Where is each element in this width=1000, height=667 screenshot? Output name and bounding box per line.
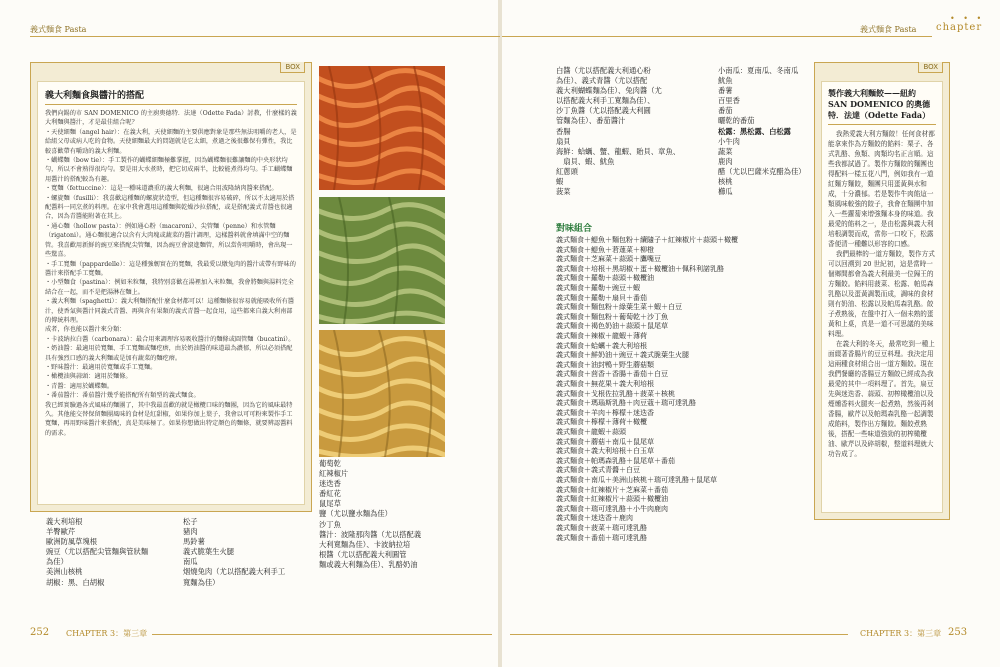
list-item: 松子	[183, 517, 198, 526]
list-item: 蝦	[556, 177, 564, 187]
box-paragraph: 我熱愛義大利方麵餃！任何食材都能拿來作為方麵餃的餡料：栗子、各式乳酪、魚類、肉類均名正言順。這些我都試過了。製作方麵餃的麵團也得配料一樣五花八門，例如我有一道紅麵方麵餃，麵團只用蛋黃與水和成，十分濃郁。若是製作牛肉餡這一類風味較強的餃子，我會在麵團中加入一些蘿蔔來增強麵本身的味道。我最愛的餡料之一，是由松露與義大利培根調製而成，當你一口咬下，松露香便清一種難以形容的口感。	[828, 130, 935, 248]
list-item: 沙丁魚	[319, 519, 341, 529]
list-item: 蔬菜	[718, 146, 733, 156]
list-item: 小牛肉	[718, 136, 740, 146]
list-item: 鼠尾草	[319, 499, 341, 509]
box-paragraph: ・卡波納拉白醬（carbonara）：最合用來調理容易吸收醬汁的麵條或圓管麵（bucatini）。	[45, 335, 295, 343]
flavor-combination-item: 義式麵食＋南瓜＋美洲山核桃＋瑞可達乳酪＋鼠尾草	[556, 475, 717, 484]
flavor-combination-item: 義式麵食＋羊肉＋檸檬＋迷迭香	[556, 408, 654, 417]
box-body	[45, 109, 297, 438]
flavor-combination-item: 義式麵食＋羅勒＋扇貝＋番茄	[556, 293, 647, 302]
ravioli-box	[814, 62, 950, 520]
flavor-combination-item: 義式麵食＋番茄＋瑞可達乳酪	[556, 533, 647, 542]
flavor-combinations	[556, 221, 816, 543]
ingredient-list-right-2	[718, 66, 813, 197]
left-footer-rule	[152, 634, 492, 635]
list-item: 醬汁：波隆那肉醬（尤以搭配義	[319, 529, 422, 539]
right-running-header: 義式麵食 Pasta	[860, 25, 917, 34]
list-item: 番紅花	[319, 489, 341, 499]
flavor-combination-item: 義式麵食＋蛤蠣＋義大利培根	[556, 341, 647, 350]
box-paragraph: ・手工寬麵（pappardelle）：這是種強韌實在的寬麵，我最愛以燉兔肉的醬汁或帶有野味的醬汁來搭配手工寬麵。	[45, 260, 296, 277]
list-item: 烟燒兔肉（尤以搭配義大利手工	[183, 567, 286, 577]
flavor-combination-item: 義式麵食＋龍蝦＋蒜頭	[556, 427, 626, 436]
flavor-combination-item: 義式麵食＋油封鴨＋野生蘑菇類	[556, 360, 654, 369]
right-header-rule	[502, 36, 932, 37]
list-item: 海鮮：蛤蠣、蟹、龍蝦、貽貝、章魚、	[556, 146, 681, 156]
flavor-combination-item: 義式麵食＋戈根佐拉乳酪＋菠菜＋核桃	[556, 389, 675, 398]
box-label: BOX	[918, 62, 943, 73]
list-item: 寬麵為佳）	[183, 577, 220, 587]
chapter-dots: • • •	[950, 14, 985, 23]
box-title-rule	[45, 104, 297, 105]
box-paragraph: ・青醬：適用於蝴蝶麵。	[45, 382, 114, 390]
ingredient-list-a	[46, 517, 181, 588]
list-item: 義式脆葉生火腿	[183, 547, 235, 557]
box-paragraph: ・奶油醬：最適用於寬麵、手工寬麵或麵疙瘩，由於奶油醬的味道最為濃郁，所以必須搭配具有強烈口感的義大利麵或是加有蔬菜的麵疙瘩。	[45, 345, 293, 362]
list-item: 扇貝、蝦、魷魚	[556, 156, 615, 166]
list-item: 根醬（尤以搭配義大利圓管	[319, 549, 407, 559]
flavor-combination-item: 義式麵食＋辣椒＋龍蝦＋薄荷	[556, 332, 647, 341]
box-paragraph: ・天使細麵（angel hair）：在義大利，天使細麵的主要供應對象是那些無法咀嚼的老人，是給組父母或病人吃的食物。天使細麵最大的問題就是它太細，煮過之後很難保有彈性，我比較喜歡帶有嚼勁的義大利麵。	[45, 128, 297, 155]
list-item: 迷迭香	[319, 479, 341, 489]
flavor-combination-item: 義式麵食＋菠菜＋瑞可達乳酪	[556, 523, 647, 532]
list-item: 義大利蝴蝶麵為佳）、兔肉醬（尤	[556, 86, 662, 96]
flavor-combination-item: 義式麵食＋鯷魚＋莙薘菜＋柳橙	[556, 245, 654, 254]
list-item: 美洲山核桃	[46, 567, 83, 577]
left-running-header: 義式麵食 Pasta	[30, 25, 87, 34]
flavor-items	[556, 236, 816, 543]
list-item: 羊臀歐芹	[46, 527, 76, 537]
list-item: 歐洲防風草塊根	[46, 537, 98, 547]
left-header-rule	[30, 36, 500, 37]
list-item: 豬肉	[183, 527, 198, 537]
list-item: 櫛瓜	[718, 187, 733, 197]
list-item: 沙丁魚醬（尤以搭配義大利圓	[556, 106, 651, 116]
list-item: 麵或義大利麵為佳）、乳酪奶油	[319, 559, 418, 569]
list-item: 豌豆（尤以搭配尖管麵與管狀麵	[46, 547, 149, 557]
list-item: 核桃	[718, 177, 733, 187]
list-item: 大利寬麵為佳）、卡波納拉培	[319, 539, 411, 549]
box-paragraph: 我們最棒的一道方麵餃，製作方式可以回溯到 20 世紀初，這是當時一個鄉間都會為義大利最美一位歸王的方麵餃。餡料用菠菜、松露、帕馬森乳酪以及蛋黃調製而成，調味的食材則有奶油、松露以及帕馬森乳酪。餃子煮熟後，在盤中打入一個未熟的蛋黃和上桌，真是一道不可思議的美味料理。	[828, 250, 935, 338]
flavor-combination-item: 義式麵食＋褐色奶油＋蒜頭＋鼠尾草	[556, 322, 668, 331]
box-body	[828, 129, 936, 459]
list-item: 醋（尤以巴薩米克醋為佳）	[718, 166, 806, 176]
flavor-combination-item: 義式麵食＋檸檬＋薄荷＋橄欖	[556, 418, 647, 427]
pasta-sauce-box	[30, 62, 312, 512]
box-paragraph: ・寬麵（fettuccine）：這是一種味道濃重的義大利麵，很適合用波隆納肉醬來搭配。	[45, 185, 278, 193]
flavor-combination-item: 義式麵食＋瑞可達乳酪＋小牛肉鹿肉	[556, 504, 668, 513]
list-item: 曬乾的番茄	[718, 116, 755, 126]
box-title: 義大利麵食與醬汁的搭配	[45, 91, 145, 101]
flavor-combination-item: 義式麵食＋茴香＋香腸＋番茄＋白豆	[556, 370, 668, 379]
ingredient-list-right-1	[556, 66, 706, 197]
box-title-rule	[828, 124, 936, 125]
list-item: 管麵為佳）、番茄醬汁	[556, 116, 626, 126]
box-paragraph: ・番茄醬汁：番茄醬汁幾乎能搭配所有類型的義式麵食。	[45, 392, 200, 400]
flavor-combination-item: 義式麵食＋義大利培根＋白玉草	[556, 447, 654, 456]
box-label: BOX	[280, 62, 305, 73]
flavor-combination-item: 義式麵食＋鯷魚＋麵包粉＋續隨子＋紅辣椒片＋蒜頭＋橄欖	[556, 236, 738, 245]
carrot-pasta-photo	[319, 66, 445, 190]
box-paragraph: 我們向錫的市 SAN DOMENICO 的主廚奧德特．法達（Odette Fada）討教，什麼樣的義大利麵與醬汁，才是最佳組合呢？	[45, 110, 297, 127]
box-paragraph: 成者，你也能以醬汁來分類：	[45, 326, 126, 334]
right-footer-chapter: CHAPTER 3：第三章	[860, 629, 942, 638]
pasta-sauce-box-inner	[37, 81, 305, 505]
list-item: 胡椒：黑、白胡椒	[46, 577, 105, 587]
list-item: 百里香	[718, 96, 740, 106]
list-item: 魷魚	[718, 76, 733, 86]
flavor-combination-item: 義式麵食＋無花果＋義大利培根	[556, 380, 654, 388]
flavor-combination-item: 義式麵食＋麵包粉＋葡萄乾＋沙丁魚	[556, 312, 668, 321]
box-paragraph: ・通心麵（hollow pasta）：例如通心粉（macaroni）、尖管麵（penne）和水管麵（rigatoni）。通心麵很適合以含有大肉塊或蔬菜的醬汁調理，這樣醬料就會填滿中空的麵管。我喜歡用新鮮的豌豆來搭配尖管麵，因為豌豆會滾進麵管，所以當你咀嚼時，會出現一些驚喜。	[45, 222, 293, 259]
list-item: 紅蔥頭	[556, 166, 578, 176]
list-item: 香腸	[556, 126, 571, 136]
list-item: 小南瓜：夏南瓜、冬南瓜	[718, 66, 799, 75]
list-item: 南瓜	[183, 557, 198, 567]
flavor-combination-item: 義式麵食＋芝麻菜＋蒜頭＋鷹嘴豆	[556, 255, 661, 264]
list-item: 白醬（尤以搭配義大利通心粉	[556, 66, 651, 75]
list-item: 鹽（尤以鹽水麵為佳）	[319, 509, 392, 519]
list-item: 為佳）	[46, 557, 68, 567]
list-item: 鹿肉	[718, 156, 733, 166]
box-paragraph: ・野味醬汁：最適用於寬麵或手工寬麵。	[45, 363, 157, 371]
list-item: 紅辣椒片	[319, 469, 349, 479]
list-item: 番茄	[718, 106, 733, 116]
flavor-combination-item: 義式麵食＋紅辣椒片＋芝麻菜＋番茄	[556, 485, 668, 494]
right-page-number: 253	[948, 627, 968, 638]
flavor-combination-item: 義式麵食＋蘑菇＋南瓜＋鼠尾草	[556, 437, 654, 446]
spinach-pasta-photo	[319, 197, 445, 324]
box-paragraph: ・義大利麵（spaghetti）：義大利麵搭配什麼食材都可以！這種麵條很容易就能吸收所有醬汁，使香氣與醬汁同義式青醬、再與含有果類的義式青醬一起食用，這些都來自義大利南部的傳統料理。	[45, 298, 295, 324]
list-item: 葡萄乾	[319, 459, 341, 468]
left-footer-chapter: CHAPTER 3：第三章	[66, 629, 148, 638]
list-item: 松露：黑松露、白松露	[718, 126, 791, 136]
flavor-combination-item: 義式麵食＋紅辣椒片＋蒜頭＋橄欖油	[556, 495, 668, 504]
box-paragraph: 我已經實驗過各式風味的麵團了，其中我最喜歡的就是橄欖口味的麵團，因為它的風味最特久。其他能交替保留麵團風味的食材是紅甜椒，如果你加上葉子，我會以可可粉來製作手工寬麵，再用野味醬汁來搭配，真是美味極了。如果你想做出特定顏色的麵條，就要辨認醬料的需求。	[45, 401, 293, 437]
list-item: 馬鈴薯	[183, 537, 205, 547]
box-title: 製作義大利麵餃——紐約 SAN DOMENICO 的奧德特．法達（Odette Fada）	[828, 88, 931, 120]
flavor-section-title: 對味組合	[556, 224, 593, 234]
ravioli-box-inner	[821, 81, 943, 513]
flavor-combination-item: 義式麵食＋麵包粉＋綠葉生菜＋蝦＋白豆	[556, 303, 682, 312]
flavor-combination-item: 義式麵食＋瑪瑙斯乳酪＋肉豆蔻＋瑞可達乳酪	[556, 399, 696, 408]
flavor-combination-item: 義式麵食＋鮮奶油＋豌豆＋義式脆葉生火腿	[556, 351, 689, 360]
right-footer-rule	[510, 634, 848, 635]
box-paragraph: ・蝴蝶麵（bow tie）：手工製作的蝴蝶細麵極難掌握，因為蝴蝶麵很難讓麵的中央形狀均勻，所以不會熟得很均勻。要是用大水煮時，把它切成兩半，比較能煮得均勻。手工蝴蝶麵用醬汁的搭配較為有趣。	[45, 157, 293, 183]
flavor-combination-item: 義式麵食＋義式青醬＋白豆	[556, 466, 640, 475]
flavor-combination-item: 義式麵食＋帕瑪森乳酪＋鼠尾草＋番茄	[556, 456, 675, 465]
ingredient-list-b	[183, 517, 318, 588]
list-item: 義大利培根	[46, 517, 83, 526]
ingredient-list-c	[319, 459, 469, 570]
flavor-combination-item: 義式麵食＋羅勒＋蒜頭＋橄欖油	[556, 274, 654, 283]
chapter-word: chapter	[936, 22, 983, 33]
list-item: 以搭配義大利手工寬麵為佳）、	[556, 96, 655, 106]
left-page-number: 252	[30, 627, 50, 638]
list-item: 菠菜	[556, 187, 571, 197]
box-paragraph: ・小型麵食（pastina）：例如米粒麵，我特別喜歡在湯裡加入米粒麵，我會將麵與湯料完全結合在一起，而不是把湯淋在麵上。	[45, 279, 294, 296]
box-paragraph: ・橄欖油與蒜頭：適用於麵條。	[45, 373, 132, 381]
list-item: 扇貝	[556, 136, 571, 146]
egg-pasta-photo	[319, 330, 445, 457]
flavor-combination-item: 義式麵食＋羅勒＋豌豆＋蝦	[556, 284, 640, 293]
list-item: 番薯	[718, 86, 733, 96]
flavor-combination-item: 義式麵食＋迷迭香＋鹿肉	[556, 514, 633, 523]
box-paragraph: 在義大利的冬天，最常吃到一種上面綴著香腸片的豆豆料理。我決定用這兩種食材組合出一道方麵餃。現在我們餐廳的香腸豆方麵餃已經成為我最愛的其中一項料理了。首先，扁豆先與迷迭香、蒜頭、初榨橄欖油以及煙燻香料火腿夾一起煮熟，然後再剁香腸，歐芹以及帕瑪森乳酪一起調製成餡料，製作出方麵餃。麵餃煮熟後，搭配一些味道強勁的初榨橄欖油、歐芹以及碎胡椒，整道料理就大功告成了。	[828, 340, 935, 458]
box-paragraph: ・螺旋麵（fusilli）：我喜歡這種麵的螺旋狀造型，但這種麵很容易破碎，所以不太適用於搭配醬料一同烹煮的料理。在家中我會選用這種麵與乾燥沙拉搭配，或是搭配義式青醬也很適合，因為青醬能附著在其上。	[45, 194, 295, 221]
flavor-combination-item: 義式麵食＋培根＋黑胡椒＋蛋＋橄欖油＋佩科利諾乳酪	[556, 264, 724, 273]
list-item: 為佳）、義式青醬（尤以搭配	[556, 76, 648, 86]
